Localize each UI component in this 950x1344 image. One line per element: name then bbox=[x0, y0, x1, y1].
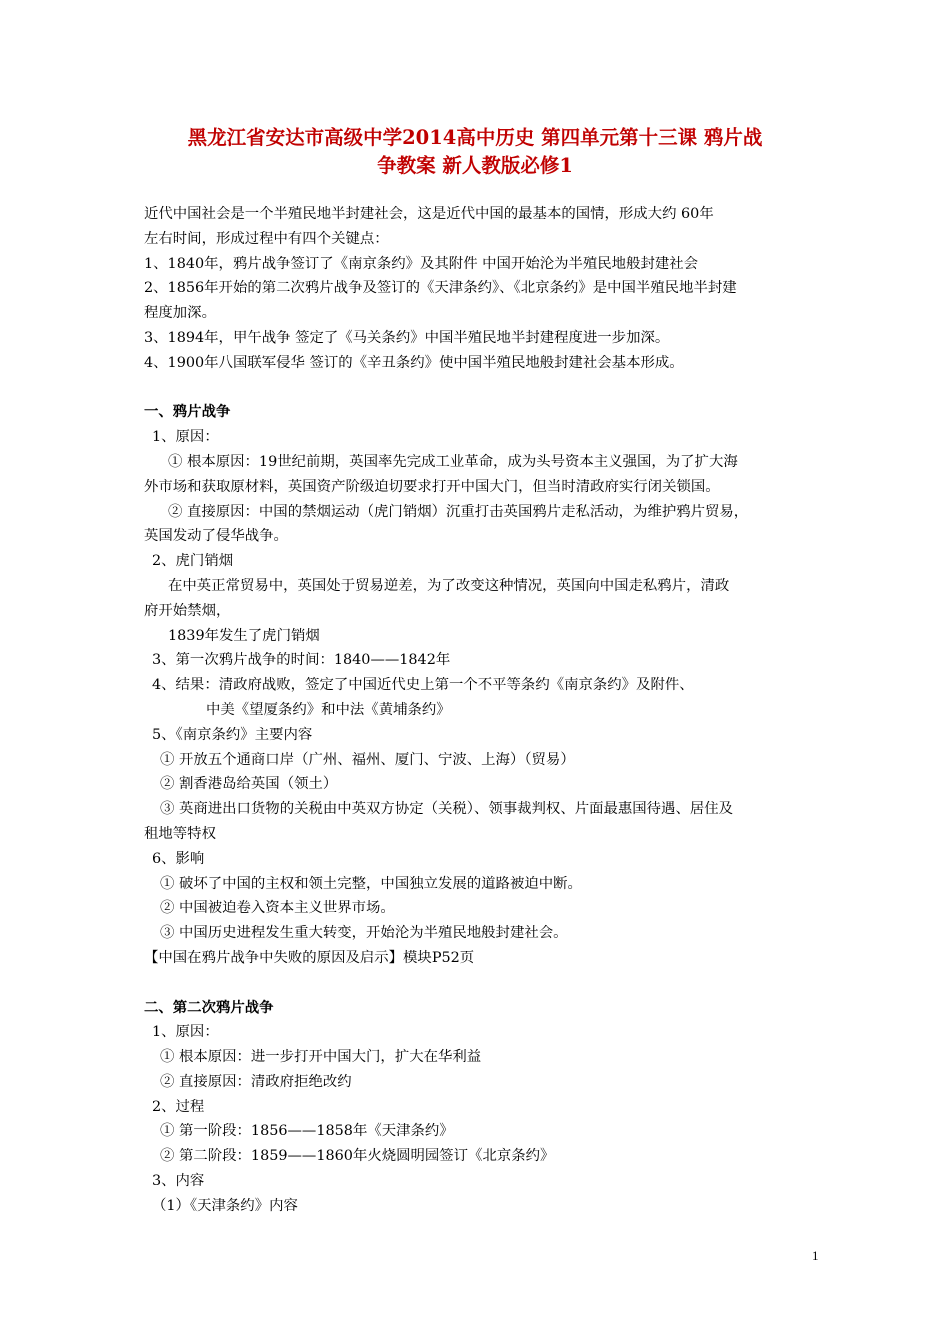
section-line: ③ 中国历史进程发生重大转变，开始沦为半殖民地般封建社会。 bbox=[160, 925, 568, 942]
section-line: 租地等特权 bbox=[144, 825, 216, 842]
section-line: ② 中国被迫卷入资本主义世界市场。 bbox=[160, 900, 395, 917]
section-line: 1、原因： bbox=[152, 1024, 219, 1041]
section-line: ① 第一阶段：1856——1858年《天津条约》 bbox=[160, 1123, 454, 1140]
section-line: 中美《望厦条约》和中法《黄埔条约》 bbox=[206, 701, 451, 718]
section-line: 1、原因： bbox=[152, 429, 219, 446]
intro-line: 4、1900年八国联军侵华 签订的《辛丑条约》使中国半殖民地般封建社会基本形成。 bbox=[144, 354, 684, 371]
intro-line: 左右时间，形成过程中有四个关键点： bbox=[144, 230, 389, 247]
section-line: 2、虎门销烟 bbox=[152, 553, 234, 570]
section-line: ② 直接原因：清政府拒绝改约 bbox=[160, 1073, 352, 1090]
title-line-2: 争教案 新人教版必修1 bbox=[377, 154, 573, 177]
section-heading-second-opium-war: 二、第二次鸦片战争 bbox=[144, 998, 274, 1016]
section-heading-opium-war: 一、鸦片战争 bbox=[144, 403, 231, 421]
section-line: （1）《天津条约》内容 bbox=[152, 1197, 298, 1214]
intro-line: 近代中国社会是一个半殖民地半封建社会，这是近代中国的最基本的国情，形成大约 60年 bbox=[144, 206, 714, 222]
section-line: 英国发动了侵华战争。 bbox=[144, 528, 288, 545]
section-line: 【中国在鸦片战争中失败的原因及启示】模块P52页 bbox=[144, 949, 475, 966]
section-line: ① 根本原因：19世纪前期，英国率先完成工业革命，成为头号资本主义强国，为了扩大海 bbox=[168, 453, 738, 470]
section-line: 外市场和获取原材料，英国资产阶级迫切要求打开中国大门，但当时清政府实行闭关锁国。 bbox=[144, 478, 720, 495]
intro-line: 程度加深。 bbox=[144, 305, 216, 322]
section-line: 在中英正常贸易中，英国处于贸易逆差，为了改变这种情况，英国向中国走私鸦片，清政 bbox=[168, 577, 730, 594]
intro-line: 3、1894年，甲午战争 签定了《马关条约》中国半殖民地半封建程度进一步加深。 bbox=[144, 329, 670, 346]
intro-line: 1、1840年，鸦片战争签订了《南京条约》及其附件 中国开始沦为半殖民地般封建社会 bbox=[144, 255, 699, 272]
section-line: ③ 英商进出口货物的关税由中英双方协定（关税）、领事裁判权、片面最惠国待遇、居住及 bbox=[160, 801, 734, 818]
section-line: 2、过程 bbox=[152, 1098, 205, 1115]
section-line: 6、影响 bbox=[152, 850, 205, 867]
section-line: ② 直接原因：中国的禁烟运动（虎门销烟）沉重打击英国鸦片走私活动，为维护鸦片贸易， bbox=[168, 503, 749, 520]
section-line: 3、内容 bbox=[152, 1173, 205, 1190]
page-number: 1 bbox=[812, 1248, 819, 1263]
section-line: ② 割香港岛给英国（领土） bbox=[160, 776, 338, 793]
section-line: 3、第一次鸦片战争的时间：1840——1842年 bbox=[152, 652, 451, 669]
section-line: ① 开放五个通商口岸（广州、福州、厦门、宁波、上海）（贸易） bbox=[160, 751, 575, 768]
title-line-1: 黑龙江省安达市高级中学2014高中历史 第四单元第十三课 鸦片战 bbox=[187, 126, 763, 149]
section-line: 4、结果：清政府战败，签定了中国近代史上第一个不平等条约《南京条约》及附件、 bbox=[152, 677, 694, 694]
section-line: ① 破坏了中国的主权和领土完整，中国独立发展的道路被迫中断。 bbox=[160, 875, 582, 892]
section-line: 府开始禁烟， bbox=[144, 602, 231, 619]
document-body bbox=[144, 202, 814, 1219]
document-title bbox=[120, 124, 830, 180]
section-line: 1839年发生了虎门销烟 bbox=[168, 627, 320, 644]
intro-line: 2、1856年开始的第二次鸦片战争及签订的《天津条约》、《北京条约》是中国半殖民地半封建 bbox=[144, 280, 737, 297]
section-line: ① 根本原因：进一步打开中国大门，扩大在华利益 bbox=[160, 1049, 482, 1066]
section-line: ② 第二阶段：1859——1860年火烧圆明园签订《北京条约》 bbox=[160, 1148, 555, 1165]
section-line: 5、《南京条约》主要内容 bbox=[152, 726, 313, 743]
